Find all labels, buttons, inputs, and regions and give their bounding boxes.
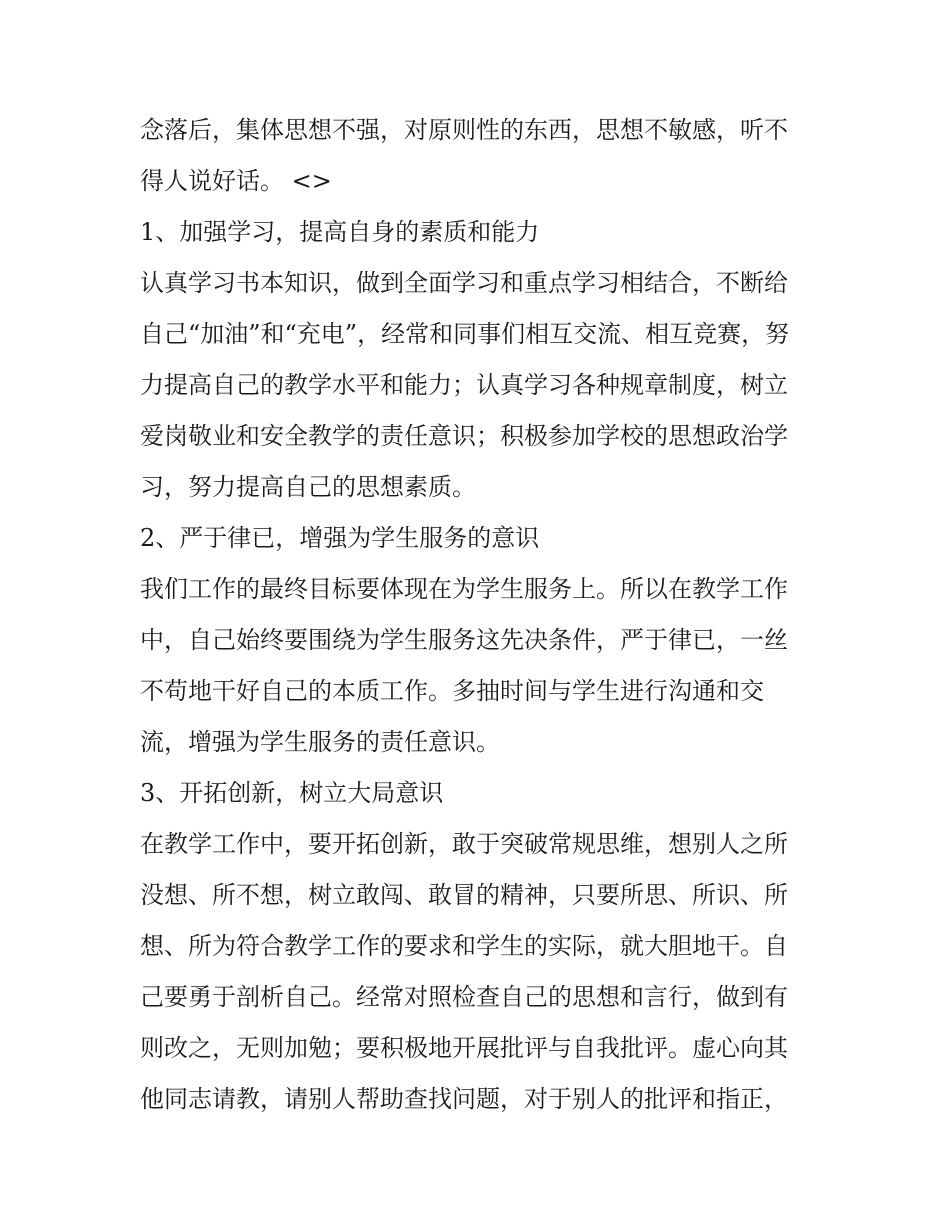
section-heading: 1、加强学习，提高自身的素质和能力 (140, 218, 540, 246)
paragraph-line: 认真学习书本知识，做到全面学习和重点学习相结合，不断给 (140, 269, 788, 297)
paragraph-line: 念落后，集体思想不强，对原则性的东西，思想不敏感，听不 (140, 116, 788, 144)
paragraph-line: 他同志请教，请别人帮助查找问题，对于别人的批评和指正， (140, 1085, 788, 1113)
paragraph-line: 没想、所不想，树立敢闯、敢冒的精神，只要所思、所识、所 (140, 881, 788, 909)
paragraph-line: 中，自己始终要围绕为学生服务这先决条件，严于律已，一丝 (140, 626, 788, 654)
section-heading: 2、严于律已，增强为学生服务的意识 (140, 524, 540, 552)
paragraph-line: 流，增强为学生服务的责任意识。 (140, 728, 500, 756)
paragraph-line: 爱岗敬业和安全教学的责任意识；积极参加学校的思想政治学 (140, 422, 788, 450)
paragraph-line: 力提高自己的教学水平和能力；认真学习各种规章制度，树立 (140, 371, 788, 399)
paragraph-line: 习，努力提高自己的思想素质。 (140, 473, 476, 501)
paragraph-line: 己要勇于剖析自己。经常对照检查自己的思想和言行，做到有 (140, 983, 788, 1011)
paragraph-line: 得人说好话。 <> (140, 167, 332, 195)
paragraph-line: 在教学工作中，要开拓创新，敢于突破常规思维，想别人之所 (140, 830, 788, 858)
paragraph-line: 我们工作的最终目标要体现在为学生服务上。所以在教学工作 (140, 575, 788, 603)
paragraph-line: 自己“加油”和“充电”，经常和同事们相互交流、相互竞赛，努 (140, 320, 790, 348)
paragraph-line: 不苟地干好自己的本质工作。多抽时间与学生进行沟通和交 (140, 677, 764, 705)
section-heading: 3、开拓创新，树立大局意识 (140, 779, 444, 807)
paragraph-line: 则改之，无则加勉；要积极地开展批评与自我批评。虚心向其 (140, 1034, 788, 1062)
paragraph-line: 想、所为符合教学工作的要求和学生的实际，就大胆地干。自 (140, 932, 788, 960)
document-body (140, 105, 820, 1125)
